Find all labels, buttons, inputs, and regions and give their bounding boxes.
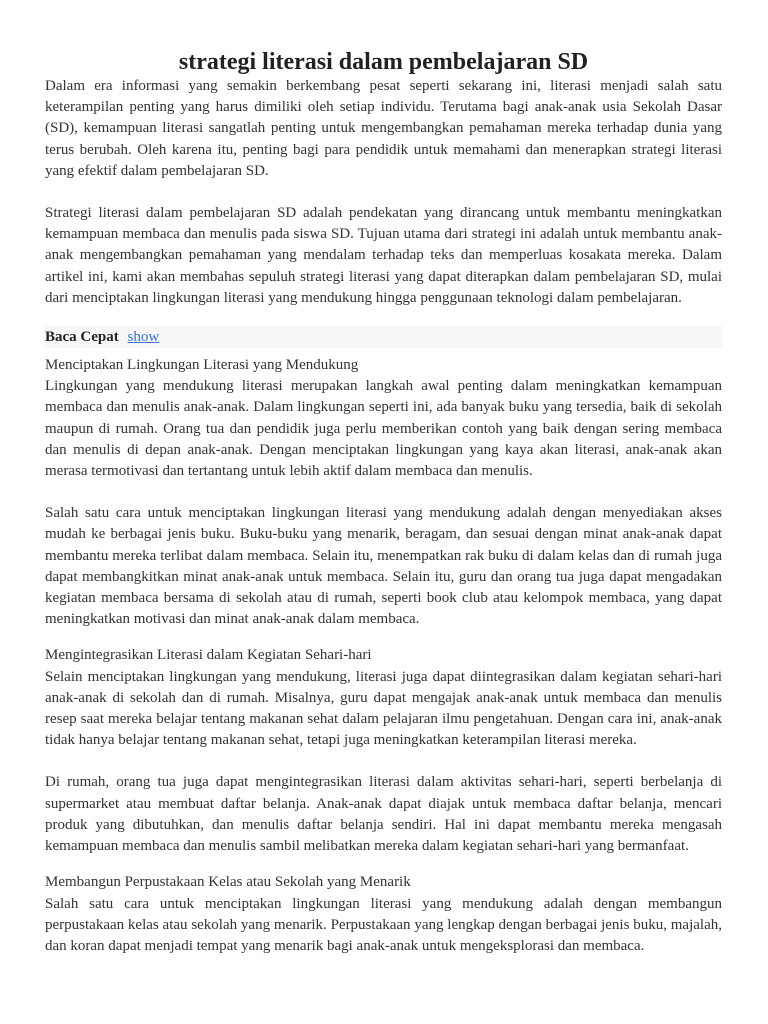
section-heading-3: Membangun Perpustakaan Kelas atau Sekolah yang Menarik xyxy=(45,874,411,891)
section-2-paragraph-1: Selain menciptakan lingkungan yang mendukung, literasi juga dapat diintegrasikan dalam kegiatan sehari-hari anak-anak di sekolah dan di rumah. Misalnya, guru dapat mengajak anak-anak untuk membaca dan menulis resep saat mereka belajar tentang makanan sehat dalam pelajaran ilmu pengetahuan. Dengan cara ini, anak-anak tidak hanya belajar tentang makanan sehat, tetapi juga meningkatkan keterampilan literasi mereka. xyxy=(45,668,722,749)
section-1-paragraph-1: Lingkungan yang mendukung literasi merupakan langkah awal penting dalam meningkatkan kemampuan membaca dan menulis anak-anak. Dalam lingkungan seperti ini, ada banyak buku yang tersedia, baik di sekolah maupun di rumah. Orang tua dan pendidik juga perlu memberikan contoh yang baik dengan sering membaca dan menulis di depan anak-anak. Dengan menciptakan lingkungan yang kaya akan literasi, anak-anak akan merasa termotivasi dan tertantang untuk lebih aktif dalam membaca dan menulis. xyxy=(45,378,722,480)
table-of-contents xyxy=(45,326,722,348)
paragraph-gap xyxy=(45,182,722,203)
section-heading-1: Menciptakan Lingkungan Literasi yang Mendukung xyxy=(45,357,359,374)
toc-title: Baca Cepat xyxy=(45,329,119,346)
intro-paragraph-2: Strategi literasi dalam pembelajaran SD adalah pendekatan yang dirancang untuk membantu meningkatkan kemampuan membaca dan menulis pada siswa SD. Tujuan utama dari strategi ini adalah untuk membantu anak-anak mengembangkan pemahaman yang mendalam terhadap teks dan memperluas kosakata mereka. Dalam artikel ini, kami akan membahas sepuluh strategi literasi yang dapat diterapkan dalam pembelajaran SD, mulai dari menciptakan lingkungan literasi yang mendukung hingga penggunaan teknologi dalam pembelajaran. xyxy=(45,205,722,306)
section-3-paragraph-1: Salah satu cara untuk menciptakan lingkungan literasi yang mendukung adalah dengan membangun perpustakaan kelas atau sekolah yang menarik. Perpustakaan yang lengkap dengan berbagai jenis buku, majalah, dan koran dapat menjadi tempat yang menarik bagi anak-anak untuk mengeksplorasi dan membaca. xyxy=(45,895,722,954)
section-heading-2: Mengintegrasikan Literasi dalam Kegiatan Sehari-hari xyxy=(45,647,372,664)
section-2-paragraph-2: Di rumah, orang tua juga dapat mengintegrasikan literasi dalam aktivitas sehari-hari, seperti berbelanja di supermarket atau membuat daftar belanja. Anak-anak dapat diajak untuk membaca daftar belanja, mencari produk yang dibutuhkan, dan menulis daftar belanja sendiri. Hal ini dapat membantu mereka mengasah kemampuan membaca dan menulis sambil melibatkan mereka dalam kegiatan sehari-hari yang bermanfaat. xyxy=(45,774,722,855)
section-gap xyxy=(45,857,722,872)
article-title: strategi literasi dalam pembelajaran SD xyxy=(178,49,589,75)
paragraph-gap xyxy=(45,751,722,772)
section-1-paragraph-2: Salah satu cara untuk menciptakan lingkungan literasi yang mendukung adalah dengan menyediakan akses mudah ke berbagai jenis buku. Buku-buku yang menarik, beragam, dan sesuai dengan minat anak-anak dapat membantu mereka terlibat dalam membaca. Selain itu, menempatkan rak buku di dalam kelas dan di rumah juga dapat membangkitkan minat anak-anak untuk membaca. Selain itu, guru dan orang tua juga dapat mengadakan kegiatan membaca bersama di sekolah atau di rumah, seperti book club atau kelompok membaca, yang dapat meningkatkan motivasi dan minat anak-anak dalam membaca. xyxy=(45,505,722,628)
paragraph-gap xyxy=(45,482,722,503)
section-gap xyxy=(45,630,722,645)
intro-paragraph-1: Dalam era informasi yang semakin berkembang pesat seperti sekarang ini, literasi menjadi salah satu keterampilan penting yang harus dimiliki oleh setiap individu. Terutama bagi anak-anak usia Sekolah Dasar (SD), kemampuan literasi sangatlah penting untuk mengembangkan pemahaman mereka terhadap dunia yang terus berubah. Oleh karena itu, penting bagi para pendidik untuk memahami dan menerapkan strategi literasi yang efektif dalam pembelajaran SD. xyxy=(45,78,722,179)
toc-show-link[interactable]: show xyxy=(127,329,160,346)
